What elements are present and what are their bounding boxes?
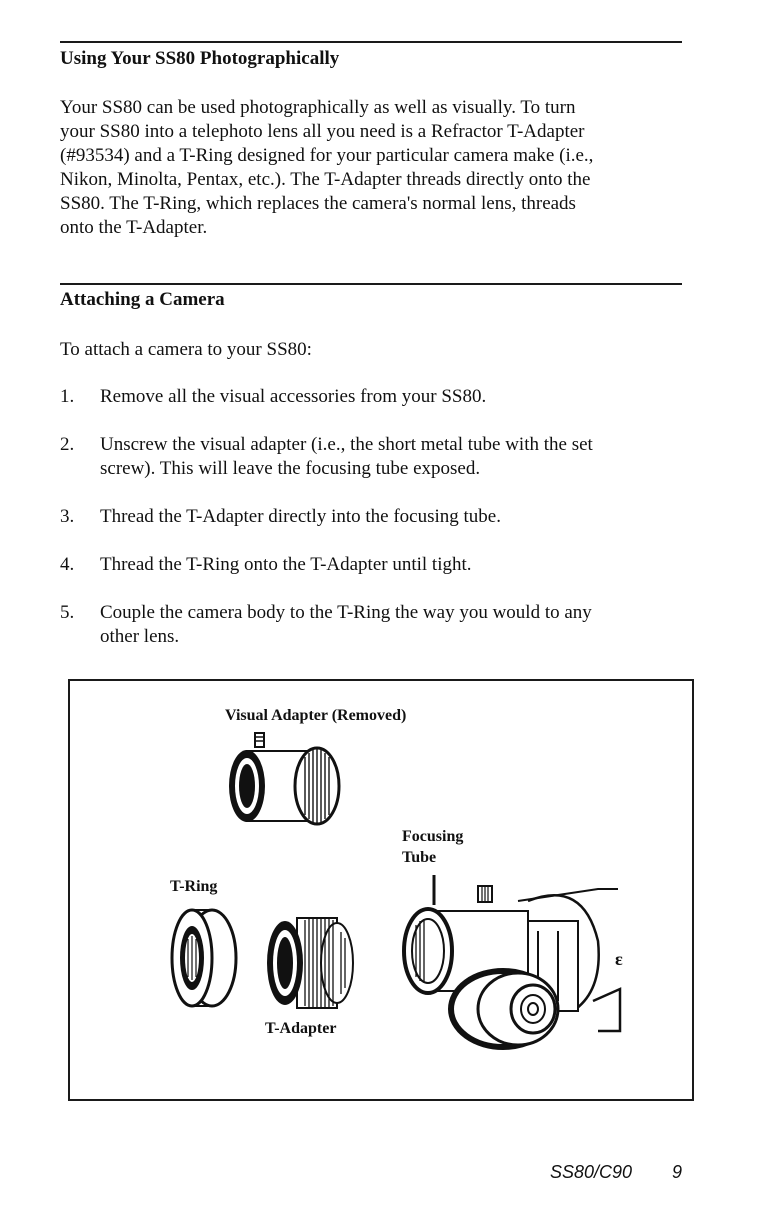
paragraph-line: onto the T-Adapter. xyxy=(60,217,208,238)
focusing-tube-label: Focusing Tube xyxy=(402,828,464,866)
section-heading-photographic: Using Your SS80 Photographically xyxy=(60,48,340,69)
paragraph-line: SS80. The T-Ring, which replaces the camera's normal lens, threads xyxy=(60,193,576,214)
step-number: 4. xyxy=(60,554,75,575)
step-number: 5. xyxy=(60,602,75,623)
step-text: Remove all the visual accessories from your SS80. xyxy=(100,386,487,407)
step-text: Unscrew the visual adapter (i.e., the short metal tube with the set xyxy=(100,434,593,455)
step-text: Thread the T-Ring onto the T-Adapter until tight. xyxy=(100,554,472,575)
visual-adapter-label: Visual Adapter (Removed) xyxy=(225,707,407,724)
step-number: 3. xyxy=(60,506,75,527)
photographic-paragraph xyxy=(60,96,690,240)
paragraph-line: (#93534) and a T-Ring designed for your particular camera make (i.e., xyxy=(60,145,594,166)
page-number: 9 xyxy=(672,1162,683,1182)
step-number: 2. xyxy=(60,434,75,455)
paragraph-line: Nikon, Minolta, Pentax, etc.). The T-Adapter threads directly onto the xyxy=(60,169,591,190)
attach-intro: To attach a camera to your SS80: xyxy=(60,339,312,360)
side-mark: ɛ xyxy=(615,949,623,969)
paragraph-line: Your SS80 can be used photographically as well as visually. To turn xyxy=(60,97,576,118)
footer-model: SS80/C90 xyxy=(550,1162,633,1182)
paragraph-line: your SS80 into a telephoto lens all you need is a Refractor T-Adapter xyxy=(60,121,585,142)
step-text: Couple the camera body to the T-Ring the way you would to any xyxy=(100,602,592,623)
camera-attachment-figure xyxy=(68,679,694,1101)
t-ring-drawing xyxy=(170,903,240,1013)
section-heading-attaching: Attaching a Camera xyxy=(60,289,225,310)
focusing-tube-drawing xyxy=(398,881,628,1061)
step-text: screw). This will leave the focusing tube exposed. xyxy=(100,458,481,479)
visual-adapter-drawing xyxy=(225,729,355,839)
step-number: 1. xyxy=(60,386,75,407)
t-adapter-drawing xyxy=(265,906,365,1021)
t-adapter-label: T-Adapter xyxy=(265,1020,337,1037)
step-text: other lens. xyxy=(100,626,180,647)
t-ring-label: T-Ring xyxy=(170,878,218,895)
section-rule-1 xyxy=(60,41,682,43)
step-text: Thread the T-Adapter directly into the focusing tube. xyxy=(100,506,501,527)
section-rule-2 xyxy=(60,283,682,285)
